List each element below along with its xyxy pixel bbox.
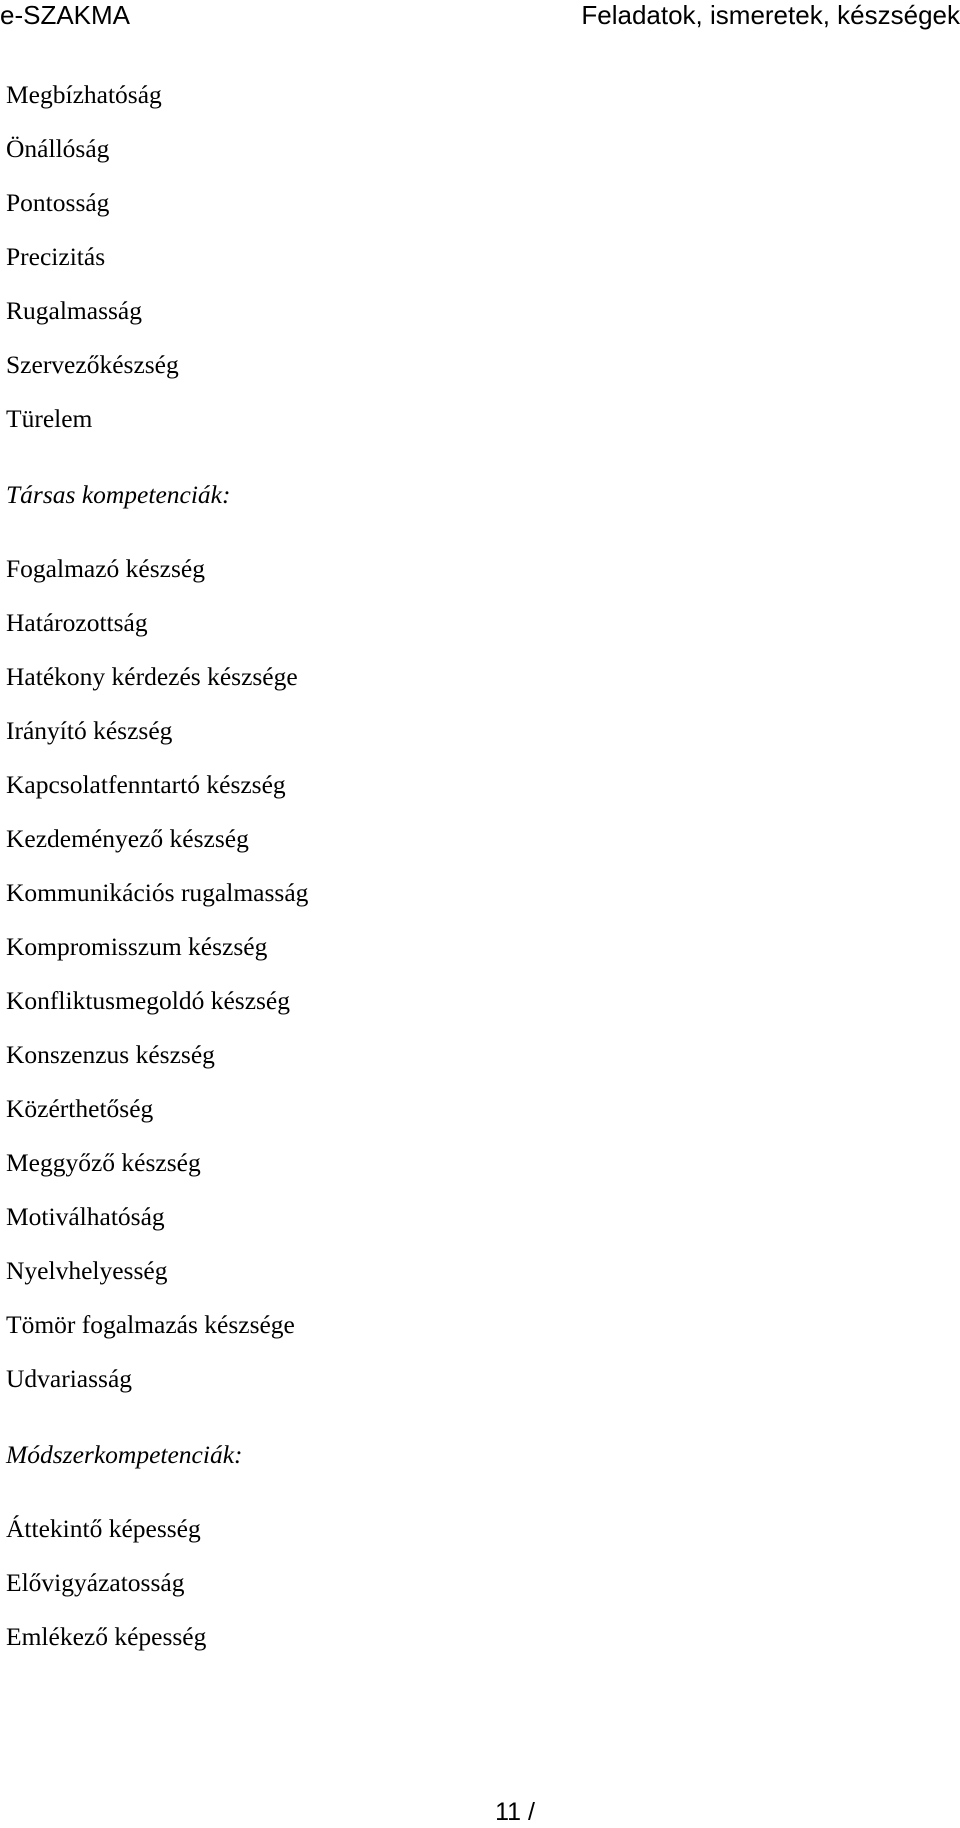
page-number: 11 / (495, 1798, 535, 1826)
list-item: Szervezőkészség (6, 350, 179, 379)
list-item: Kapcsolatfenntartó készség (6, 770, 286, 799)
section-general (6, 75, 946, 453)
list-item: Közérthetőség (6, 1094, 154, 1123)
list-item: Udvariasság (6, 1364, 133, 1393)
section-method-competencies (6, 1435, 946, 1671)
section-social-competencies (6, 475, 946, 1413)
list-item: Hatékony kérdezés készsége (6, 662, 298, 691)
list-item: Áttekintő képesség (6, 1514, 201, 1543)
list-item: Konfliktusmegoldó készség (6, 986, 290, 1015)
list-item: Nyelvhelyesség (6, 1256, 168, 1285)
list-item: Kezdeményező készség (6, 824, 249, 853)
list-item: Rugalmasság (6, 296, 142, 325)
list-item: Motiválhatóság (6, 1202, 165, 1231)
competency-list (6, 75, 946, 1671)
section-heading: Társas kompetenciák: (6, 480, 231, 509)
list-item: Önállóság (6, 134, 110, 163)
list-item: Konszenzus készség (6, 1040, 215, 1069)
list-item: Emlékező képesség (6, 1622, 207, 1651)
header-section-title: Feladatok, ismeretek, készségek (581, 0, 960, 30)
section-heading: Módszerkompetenciák: (6, 1440, 243, 1469)
list-item: Határozottság (6, 608, 148, 637)
header-site-name: e-SZAKMA (0, 0, 131, 30)
list-item: Meggyőző készség (6, 1148, 201, 1177)
list-item: Türelem (6, 404, 93, 433)
list-item: Megbízhatóság (6, 80, 162, 109)
list-item: Kommunikációs rugalmasság (6, 878, 309, 907)
list-item: Fogalmazó készség (6, 554, 205, 583)
list-item: Tömör fogalmazás készsége (6, 1310, 295, 1339)
list-item: Precizitás (6, 242, 106, 271)
page-footer (0, 1797, 960, 1827)
page-header (0, 0, 960, 30)
list-item: Elővigyázatosság (6, 1568, 185, 1597)
list-item: Irányító készség (6, 716, 173, 745)
list-item: Kompromisszum készség (6, 932, 268, 961)
list-item: Pontosság (6, 188, 110, 217)
